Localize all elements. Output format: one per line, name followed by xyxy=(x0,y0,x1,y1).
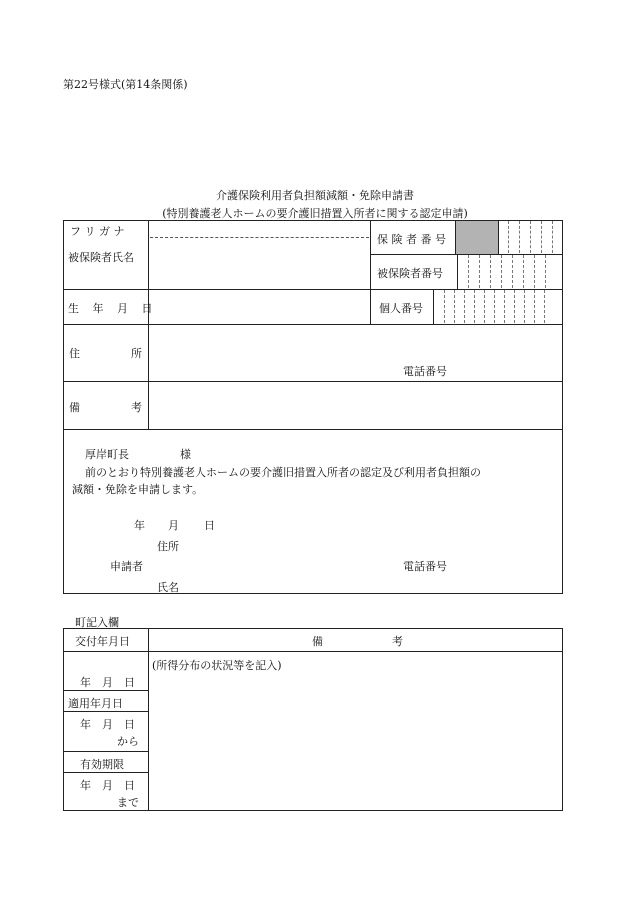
address-label: 住 xyxy=(69,347,80,360)
declaration-line-1: 前のとおり特別養護老人ホームの要介護旧措置入所者の認定及び利用者負担額の xyxy=(85,466,481,479)
shaded-cell xyxy=(456,221,498,254)
town-remarks-header-2: 考 xyxy=(392,635,403,648)
personal-number-label: 個人番号 xyxy=(379,302,423,315)
applicant-name-label: 氏名 xyxy=(157,581,179,594)
remarks-label-2: 考 xyxy=(131,401,142,414)
applicant-phone-label: 電話番号 xyxy=(403,560,447,573)
date-year: 年 xyxy=(134,519,145,532)
valid-label: 有効期限 xyxy=(80,758,124,771)
date-day: 日 xyxy=(204,519,215,532)
issue-date-value: 年 月 日 xyxy=(80,676,135,689)
declaration-line-2: 減額・免除を申請します。 xyxy=(72,483,204,496)
town-table xyxy=(63,628,563,811)
issue-date-label: 交付年月日 xyxy=(75,635,130,648)
furigana-label: フ リ ガ ナ xyxy=(70,225,125,238)
apply-date-value: 年 月 日 xyxy=(80,718,135,731)
form-number: 第22号様式(第14条関係) xyxy=(63,78,188,91)
from-label: から xyxy=(117,735,139,748)
form-subtitle: (特別養護老人ホームの要介護旧措置入所者に関する認定申請) xyxy=(162,207,468,220)
honorific: 様 xyxy=(180,448,191,461)
insured-name-label: 被保険者氏名 xyxy=(68,251,134,264)
town-section-heading: 町記入欄 xyxy=(75,616,119,629)
apply-date-label: 適用年月日 xyxy=(68,697,123,710)
town-remarks-header: 備 xyxy=(312,635,323,648)
address-label-2: 所 xyxy=(131,347,142,360)
birthdate-label: 生 年 月 日 xyxy=(68,302,158,315)
insured-number-label: 被保険者番号 xyxy=(377,267,443,280)
until-label: まで xyxy=(117,796,139,809)
insurer-number-label: 保 険 者 番 号 xyxy=(377,233,446,246)
applicant-label: 申請者 xyxy=(110,560,143,573)
remarks-note: (所得分布の状況等を記入) xyxy=(152,659,282,672)
form-title: 介護保険利用者負担額減額・免除申請書 xyxy=(216,189,414,202)
addressee: 厚岸町長 xyxy=(85,448,129,461)
date-month: 月 xyxy=(168,519,179,532)
applicant-address-label: 住所 xyxy=(157,540,179,553)
valid-date-value: 年 月 日 xyxy=(80,779,135,792)
phone-label: 電話番号 xyxy=(403,365,447,378)
remarks-label: 備 xyxy=(69,401,80,414)
